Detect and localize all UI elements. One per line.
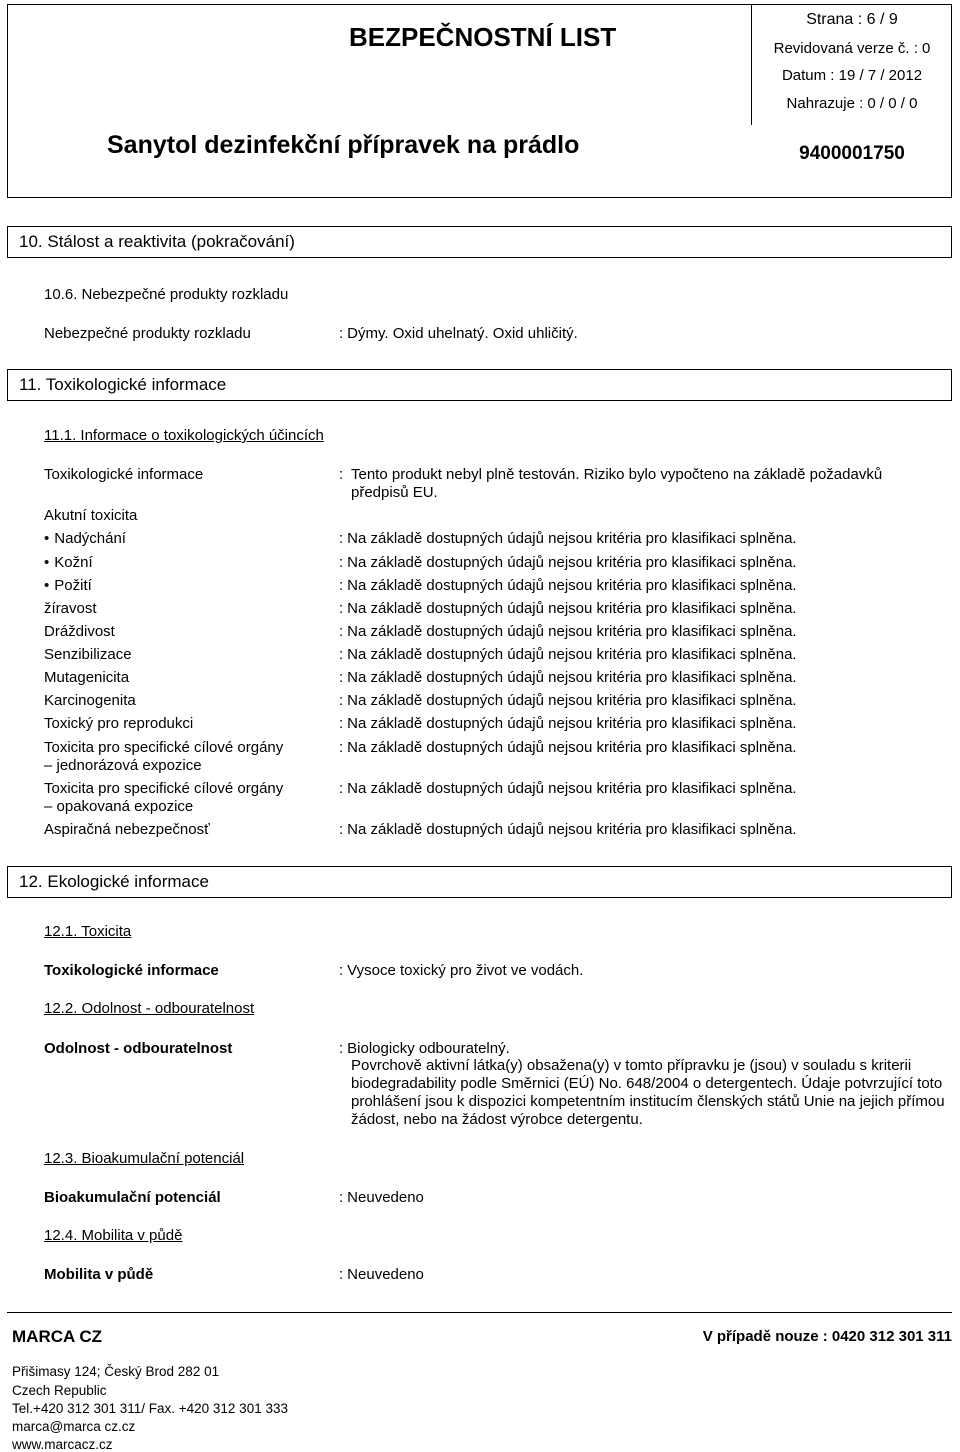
footer-website: www.marcacz.cz: [12, 1437, 113, 1452]
footer-country: Czech Republic: [12, 1383, 107, 1398]
toxicity-row-value: : Na základě dostupných údajů nejsou kritéria pro klasifikaci splněna.: [339, 692, 797, 709]
toxicology-info-label: Toxikologické informace: [44, 466, 204, 483]
document-title: BEZPEČNOSTNÍ LIST: [349, 22, 617, 52]
eco-toxicity-value: : Vysoce toxický pro život ve vodách.: [339, 962, 584, 979]
toxicity-row-label: [44, 669, 129, 687]
footer-email: marca@marca cz.cz: [12, 1419, 136, 1434]
bioaccumulation-value: : Neuvedeno: [339, 1189, 424, 1206]
footer-phone-fax: Tel.+420 312 301 311/ Fax. +420 312 301 333: [12, 1401, 288, 1416]
revision-version: Revidovaná verze č. : 0: [773, 40, 931, 57]
row-label-text: Toxicita pro specifické cílové orgány: [44, 780, 284, 797]
product-code: 9400001750: [799, 143, 905, 164]
decomposition-products-value: : Dýmy. Oxid uhelnatý. Oxid uhličitý.: [339, 325, 578, 342]
row-label-text: Požití: [54, 577, 92, 594]
row-label-text: Mutagenicita: [44, 669, 130, 686]
row-label-text: Toxický pro reprodukci: [44, 715, 194, 732]
toxicity-row-value: : Na základě dostupných údajů nejsou kritéria pro klasifikaci splněna.: [339, 739, 797, 756]
footer-emergency-phone: V případě nouze : 0420 312 301 311: [702, 1328, 952, 1345]
soil-mobility-label: Mobilita v půdě: [44, 1266, 154, 1283]
row-label-text: Senzibilizace: [44, 646, 132, 663]
toxicity-row-label: [44, 554, 93, 572]
toxicity-row-label: [44, 600, 97, 618]
toxicity-row-value: : Na základě dostupných údajů nejsou kritéria pro klasifikaci splněna.: [339, 646, 797, 663]
toxicity-row-label: [44, 646, 132, 664]
decomposition-products-label: Nebezpečné produkty rozkladu: [44, 325, 251, 342]
toxicity-row-value: : Na základě dostupných údajů nejsou kritéria pro klasifikaci splněna.: [339, 577, 797, 594]
bullet-icon: •: [44, 577, 50, 594]
row-label-text: Dráždivost: [44, 623, 115, 640]
row-label-continuation: – opakovaná expozice: [44, 798, 194, 815]
revision-date: Datum : 19 / 7 / 2012: [781, 67, 923, 84]
product-name: Sanytol dezinfekční přípravek na prádlo: [107, 131, 580, 159]
toxicity-row-value: : Na základě dostupných údajů nejsou kritéria pro klasifikaci splněna.: [339, 780, 797, 797]
subsection-12-2-title: 12.2. Odolnost - odbouratelnost: [44, 1000, 255, 1017]
toxicity-row-label: [44, 780, 283, 816]
footer-rule: [7, 1312, 952, 1313]
subsection-12-3-title: 12.3. Bioakumulační potenciál: [44, 1150, 245, 1167]
footer-company: MARCA CZ: [12, 1327, 103, 1346]
toxicity-row-value: : Na základě dostupných údajů nejsou kritéria pro klasifikaci splněna.: [339, 530, 797, 547]
acute-toxicity-label: Akutní toxicita: [44, 507, 138, 524]
toxicology-info-value: Tento produkt nebyl plně testován. Riziko bylo vypočteno na základě požadavků předpisů EU.: [351, 466, 883, 501]
toxicity-row-value: : Na základě dostupných údajů nejsou kritéria pro klasifikaci splněna.: [339, 600, 797, 617]
section-11-header: 11. Toxikologické informace: [7, 369, 952, 401]
toxicity-row-label: [44, 530, 126, 548]
degradability-label: Odolnost - odbouratelnost: [44, 1040, 233, 1057]
row-label-text: Kožní: [54, 554, 93, 571]
subsection-10-6-title: 10.6. Nebezpečné produkty rozkladu: [44, 286, 289, 303]
toxicity-row-label: [44, 821, 210, 839]
toxicity-row-label: [44, 715, 193, 733]
soil-mobility-value: : Neuvedeno: [339, 1266, 424, 1283]
bioaccumulation-label: Bioakumulační potenciál: [44, 1189, 221, 1206]
subsection-12-1-title: 12.1. Toxicita: [44, 923, 132, 940]
section-12-header: 12. Ekologické informace: [7, 866, 952, 898]
section-10-header: 10. Stálost a reaktivita (pokračování): [7, 226, 952, 258]
toxicity-row-label: [44, 692, 136, 710]
subsection-11-1-title: 11.1. Informace o toxikologických účincích: [44, 427, 324, 444]
row-label-text: Karcinogenita: [44, 692, 136, 709]
toxicity-row-value: : Na základě dostupných údajů nejsou kritéria pro klasifikaci splněna.: [339, 623, 797, 640]
toxicity-row-value: : Na základě dostupných údajů nejsou kritéria pro klasifikaci splněna.: [339, 821, 797, 838]
document-header: [7, 4, 952, 198]
row-label-continuation: – jednorázová expozice: [44, 757, 202, 774]
toxicity-row-label: [44, 739, 283, 775]
bullet-icon: •: [44, 530, 50, 547]
toxicity-row-label: [44, 577, 92, 595]
row-label-text: Aspiračná nebezpečnosť: [44, 821, 210, 838]
replaces-version: Nahrazuje : 0 / 0 / 0: [786, 95, 918, 112]
toxicity-row-value: : Na základě dostupných údajů nejsou kritéria pro klasifikaci splněna.: [339, 669, 797, 686]
degradability-detail: Povrchově aktivní látka(y) obsažena(y) v tomto přípravku je (jsou) v souladu s kriterii biodegradability podle Směrnici (EÚ) No. 648/2004 o detergentech. Údaje potvrzující toto prohlášení jsou k dispozici kompetentním institucím členských států Unie na jejich přímou žádost, nebo na žádost výrobce detergentu.: [351, 1057, 945, 1128]
degradability-value: : Biologicky odbouratelný.: [339, 1040, 510, 1057]
bullet-icon: •: [44, 554, 50, 571]
colon: :: [339, 466, 344, 483]
toxicity-row-value: : Na základě dostupných údajů nejsou kritéria pro klasifikaci splněna.: [339, 715, 797, 732]
toxicity-row-label: [44, 623, 115, 641]
row-label-text: žíravost: [44, 600, 97, 617]
row-label-text: Toxicita pro specifické cílové orgány: [44, 739, 284, 756]
eco-toxicity-label: Toxikologické informace: [44, 962, 219, 979]
subsection-12-4-title: 12.4. Mobilita v půdě: [44, 1227, 183, 1244]
footer-address: Přišimasy 124; Český Brod 282 01: [12, 1364, 220, 1379]
page-number: Strana : 6 / 9: [806, 11, 898, 28]
row-label-text: Nadýchání: [54, 530, 126, 547]
toxicity-row-value: : Na základě dostupných údajů nejsou kritéria pro klasifikaci splněna.: [339, 554, 797, 571]
